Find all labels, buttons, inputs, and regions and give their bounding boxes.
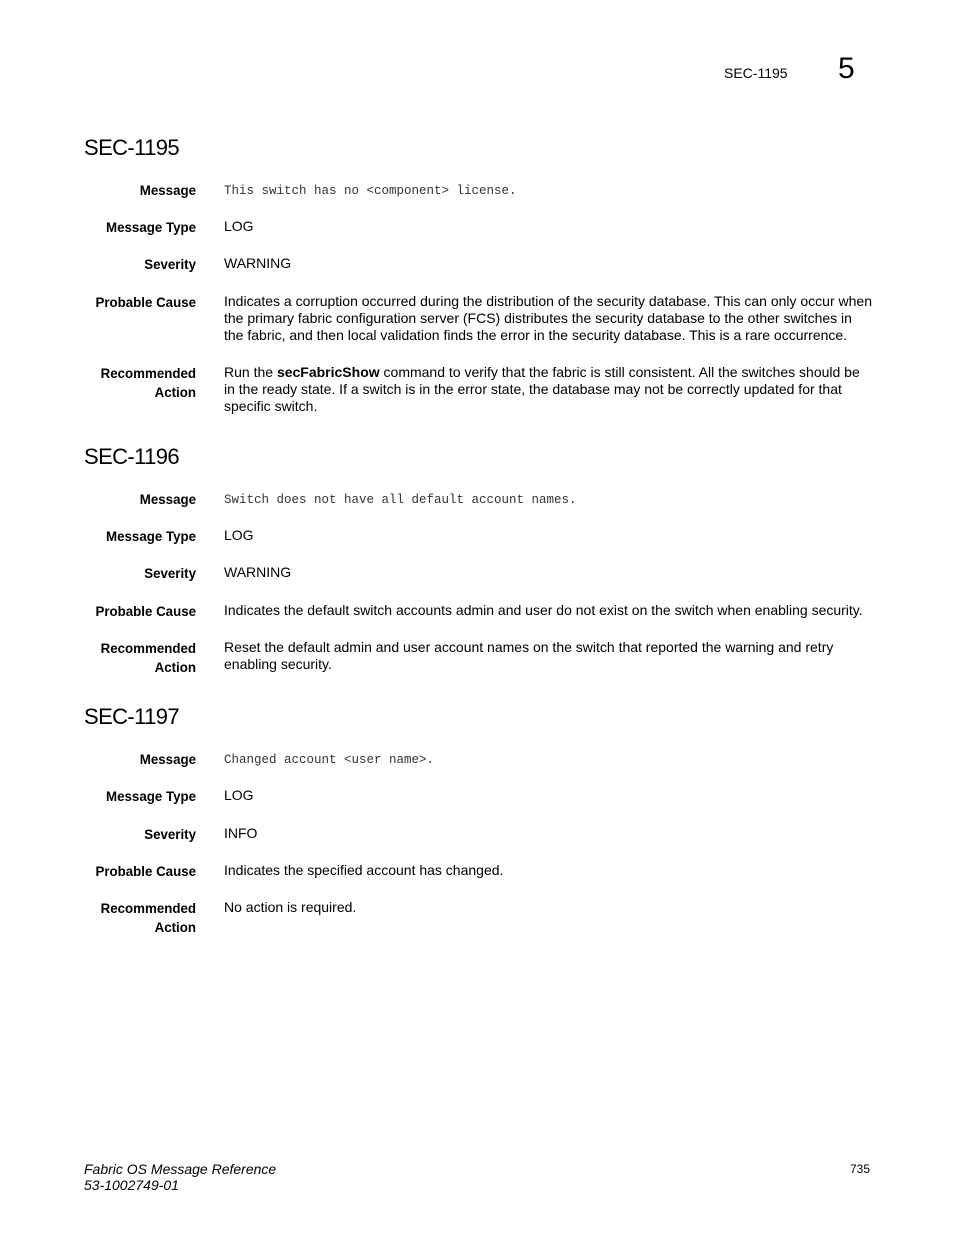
probable-cause-label: Probable Cause xyxy=(95,603,196,619)
severity-value: INFO xyxy=(224,825,258,841)
message-label: Message xyxy=(139,491,196,507)
probable-cause-label: Probable Cause xyxy=(95,863,196,879)
command-name: secFabricShow xyxy=(276,364,380,380)
severity-label: Severity xyxy=(144,256,196,272)
running-header-code: SEC-1195 xyxy=(724,65,788,81)
entry-title: SEC-1197 xyxy=(84,704,180,729)
severity-value: WARNING xyxy=(224,564,292,580)
message-label: Message xyxy=(139,751,196,767)
chapter-number: 5 xyxy=(838,52,855,85)
message-type-label: Message Type xyxy=(106,219,196,235)
probable-cause-value: Indicates the default switch accounts admin and user do not exist on the switch when enabling security. xyxy=(224,602,863,618)
recommended-action-value xyxy=(224,364,872,415)
probable-cause-label: Probable Cause xyxy=(95,294,196,310)
entry-title: SEC-1195 xyxy=(84,135,180,160)
severity-value: WARNING xyxy=(224,255,292,271)
message-type-label: Message Type xyxy=(106,788,196,804)
message-type-value: LOG xyxy=(224,527,254,543)
recommended-action-label xyxy=(54,639,197,677)
recommended-action-label xyxy=(54,364,197,402)
message-type-label: Message Type xyxy=(106,528,196,544)
footer-document-number: 53-1002749-01 xyxy=(84,1177,179,1193)
message-value: Changed account <user name>. xyxy=(224,753,435,767)
page-number: 735 xyxy=(849,1162,870,1176)
severity-label: Severity xyxy=(144,565,196,581)
recommended-label: Recommended xyxy=(100,640,196,656)
message-type-value: LOG xyxy=(224,787,254,803)
action-label: Action xyxy=(154,919,196,935)
action-label: Action xyxy=(154,384,196,400)
action-text-pre: Run the xyxy=(224,364,277,380)
recommended-action-value: No action is required. xyxy=(224,899,357,915)
recommended-action-label xyxy=(54,899,197,937)
probable-cause-value: Indicates the specified account has changed. xyxy=(224,862,504,878)
recommended-label: Recommended xyxy=(100,365,196,381)
action-label: Action xyxy=(154,659,196,675)
action-text-post: command to verify that the fabric is still consistent. All the switches should be in the ready state. If a switch is in the error state, the database may not be correctly updated for that specific switch. xyxy=(224,364,860,414)
entry-title: SEC-1196 xyxy=(84,444,180,469)
recommended-action-value: Reset the default admin and user account names on the switch that reported the warning and retry enabling security. xyxy=(224,639,834,672)
severity-label: Severity xyxy=(144,826,196,842)
message-value: Switch does not have all default account names. xyxy=(224,493,577,507)
recommended-label: Recommended xyxy=(100,900,196,916)
message-type-value: LOG xyxy=(224,218,254,234)
message-label: Message xyxy=(139,182,196,198)
message-value: This switch has no <component> license. xyxy=(224,184,517,198)
probable-cause-value: Indicates a corruption occurred during the distribution of the security database. This can only occur when the primary fabric configuration server (FCS) distributes the security database to the other switches in the fabric, and then local validation finds the error in the security database. This is a rare occurrence. xyxy=(224,293,872,343)
footer-document-title: Fabric OS Message Reference xyxy=(84,1161,277,1177)
